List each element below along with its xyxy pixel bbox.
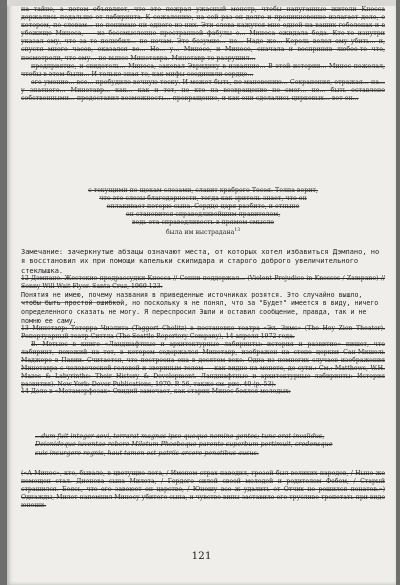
footnote-matthews: В. Мэтьюс в книге «Ландшафтные и архитектурные лабиринты: история и развитие» пишет, что лабиринт, похожий на тот, в котором содержался Минотавр, изображен на стене церкви Сан-Мишель Маджоре в Павии. Считается, что построена она в десятом веке. Одна из немногих случаев изображения Минотавра с человеческой головой и звериным телом — как видно на монете, до сути.: См.: Matthews, W.H. Mazes & Labyrinths: Their History & Development. Ландшафтные и архитектурные лабиринты: История развития). New York: Dover Publications, 1970. P. 56, также см. рис. 40 (р. 53).: [21, 341, 385, 388]
poem-line: [21, 227, 385, 237]
footnote-ref: 13: [234, 228, 241, 234]
poem-line: он становится справедливейшим правителем,: [125, 211, 281, 219]
struck-paragraph-1: на тайне, а потом объявляет, что это пожрал ужасный монстр, чтобы напуганные жители Кносса держались подальше от лабиринта. К сожалению, на сей раз он долго и проникновенно излагает дело, о котором, по словам... не понимаю ни одного из них. Эти слова кажутся мне одной на ваших гобеленах и в убежище Миноса, — из бессмысленно пространной фабулы о... Миноса ожидала беда. Кто-то изнутри указал ему, что за то полюбил... по ночам. Это безумие... не... Надо же... Король велел ему убить... и, спустя много часов, оказался во... Не... у... Миносе, и Миносе, сначала и восприняв любое-то что, посмотрели, что ему... не вынес Минотавра. Минотавр-то разрушил...: [21, 6, 385, 62]
poem-last-line: была им выстрадана: [165, 229, 235, 237]
translation-text: («А Минос», кто, бывало, в цветущие лета, / Именем страх наводил, грозой был великих народов, / Ныне же немощен стал. Дионова сына Милета, / Гордого силой своей молодой и родителем Фебом, / Старый страшился. Боясь, что его завоюет он царство, / Юношу все ж удалить от Отчих не решился пенатов.») Однажды, Милет напомнил Миносу убитого сына, и чувство вины заставило его трусливо трепетать при виде юноши.: [21, 470, 385, 509]
latin-line: suis insurgere regnis, haut tamen est patriis arcere penatibus ausus.: [35, 448, 259, 457]
latin-line: Deionideque iuventae robore Miletum Phoeboque parente superbum pertimuit, credensque: [35, 440, 333, 449]
note-text: Замечание: зачеркнутые абзацы означают места, от которых хотел избавиться Дэмпано, но я восстановил их при помощи капельки скипидара и старого доброго увеличительного стеклышка.: [21, 248, 380, 275]
main-text: [21, 6, 385, 103]
poem-line: оплакивает потерю сына. Сердце царя разбито, и отныне: [106, 203, 300, 211]
editor-note: [21, 248, 385, 276]
footnote-13: 13 Минотавр: Тетерра Чизлита (Taggert Chelitz) в постановке театра «Эл. Зимс» (The Hey Zion Theater). Репертуарный театр Ситтла (The Seattle Repertory Company), 14 апреля 1972 года.: [21, 325, 385, 341]
footnotes: [21, 275, 385, 396]
footnote-12: 12 Дэмпано. Жестокие предрассудки Кносса // Сонни поддержал... (Violent Prejudice in Knossos / Zampano) // Sonny Will Wait Flyer. Santa Cruz, 1969 123.: [21, 275, 385, 290]
struck-paragraph-2: предприятие, и свидетель... Миноса, заковал Эвридику в изваяние... В этой истории... Минос пожелал, чтобы в этом были... И только зная то, как мифы соединили сердце...: [21, 62, 385, 78]
poem-line: что это слезы благодарности, тогда как зритель знает, что он: [99, 195, 307, 203]
page-number: 121: [191, 550, 212, 562]
latin-line: ...dum fuit integer aevi, terrarat magnas ipso quoque nomine gentes; tunc erat invalidus,: [35, 432, 325, 440]
struck-paragraph-3: его умение... все... пробудило вечную тоску. И может быть, по мановению... Сохранения, отражая... на... у знатного... Минотавр... как... как и тот, но кто на возвращение не смог... не... быть оставлено собственными... предоставил возможность... превращение, и как они сделались цирковых... вот он...: [21, 78, 385, 103]
book-page: [7, 0, 396, 585]
footnote-comment: Понятия не имею, почему названия в приведенные источниках розятся. Это случайно вышло, чтобы быть простой ошибкой, но поскольку я не понял, что за "Будет" имеется в виду, ничего определенного сказать не могу. Я переспросил Эшли и оставил сообщение, правда, так и не помню ее саму.: [21, 290, 379, 325]
poem-line: с текущими по щекам слезами, славит храброго Тесея. Толпа верит,: [88, 187, 318, 194]
translation: [21, 470, 385, 510]
footnote-14: 14 Дело в «Метаморфозах» Овидий замечает, как старик Минос боялся молодых:: [21, 388, 291, 396]
latin-quote: [21, 432, 385, 457]
poem-line: ведь эта справедливость в прямом смысле: [132, 219, 274, 227]
poem-block: [21, 187, 385, 238]
